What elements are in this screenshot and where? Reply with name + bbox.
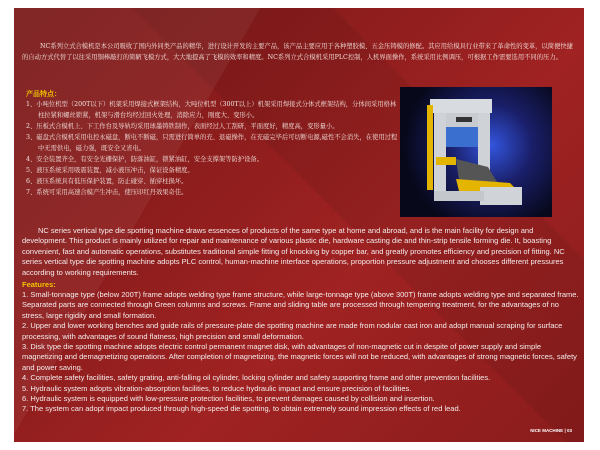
list-item: 3. Disk type die spotting machine adopts electric control permanent magnet disk, with advantages of non-magnetic cut in despite of power supply and simple magnetizing and demagnetizing operations. After completion of magnetizing, the magnetic forces will not be reduced, with advantages of strong magnetic forces, safety and power saving. xyxy=(22,342,577,372)
footer-divider: | xyxy=(564,428,567,433)
list-item: 4. Complete safety facilities, safety grating, anti-falling oil cylinder, locking cylinder and safety supporting frame and other prevention facilities. xyxy=(22,373,491,383)
chinese-features-list xyxy=(26,99,398,198)
english-intro: NC series vertical type die spotting machine draws essences of products of the same type at home and abroad, and is the main facility for design and development. This product is mainly utilized for repair and maintenance of various plastic die, hardware casting die and thin-strip tensile forming die. It, boasting convenient, fast and automatic operations, substitutes traditional simple fitting of knocking by copper bar, and greatly promotes efficiency and precision of fitting. NC series vertical type die spotting machine adopts PLC control, human-machine interface operations, proportion pressure adjustment and chooses different pressures according to working requirements. xyxy=(22,226,565,277)
brochure-page xyxy=(14,8,584,442)
list-item: 3、磁盘式合模机采用电控永磁盘，断电不断磁，只需进行简单的充、退磁操作，在充磁完毕后可切断电源,磁性不会消失，在使用过程中无需供电，磁力强，既安全又省电。 xyxy=(26,134,398,152)
list-item: 5. Hydraulic system adopts vibration-absorption facilities, to reduce hydraulic impact and ensure precision of facilities. xyxy=(22,383,412,393)
list-item: 5、液压系统采用吸震装置，减小液压冲击，保证设备精度。 xyxy=(26,167,194,174)
list-item: 6. Hydraulic system is equipped with low-pressure protection facilities, to prevent damages caused by collision and insertion. xyxy=(22,394,435,404)
english-features-list xyxy=(22,290,580,415)
machine-photo xyxy=(400,87,552,217)
list-item: 1、小吨位机型（200T以下）机架采用焊接式框架结构，大吨位机型（300T以上）机架采用焊接式分体式框架结构，分体间采用格林柱拉紧和螺丝锁紧，机架与滑台均经过回火处理，消除应力，刚度大、变形小。 xyxy=(26,101,397,119)
list-item: 7. The system can adopt impact produced through high-speed die spotting, to obtain extremely sound impression effects of red lead. xyxy=(22,404,461,414)
list-item: 1. Small-tonnage type (below 200T) frame adopts welding type frame structure, while large-tonnage type (above 300T) frame adopts welding type and separated frame. Separated parts are connected through Green columns and screws. Frame and sliding table are processed through tempering treatment, for the advantages of no stress, large rigidity and small formation. xyxy=(22,290,579,320)
english-features-title: Features: xyxy=(22,280,56,289)
page-number: 03 xyxy=(566,428,572,433)
page-footer xyxy=(530,428,572,434)
list-item: 7、系统可采用高速合模产生冲击，使压印红丹效果奇佳。 xyxy=(26,189,188,196)
list-item: 6、液压系统具有低压保护装置，防止碰穿、插穿柱损坏。 xyxy=(26,178,188,185)
list-item: 2、压板式合模机上、下工作台及导轨均采用球墨铸铁制作，表面经过人工刮研，平面度好，精度高，变形量小。 xyxy=(26,123,339,130)
list-item: 2. Upper and lower working benches and guide rails of pressure-plate die spotting machine are made from nodular cast iron and adopt manual scraping for surface processing, with advantages of sound flatness, high precision and small deformation. xyxy=(22,321,563,341)
die-spotting-machine-image xyxy=(400,87,552,217)
list-item: 4、安全装置齐全，有安全光栅保护，防落油缸，锁紧油缸，安全支撑架等防护设备。 xyxy=(26,156,263,163)
chinese-features-title: 产品特点： xyxy=(26,89,61,98)
chinese-intro: NC系列立式合模机是本公司吸收了国内外同类产品的精华，进行设计开发的主要产品，该产品主要应用于各种塑胶模、五金压铸模的修配。其应用给模具行业带来了革命性的变革，以简便快捷的自动方式代替了以往采用铜棒敲打的简陋飞模方式，大大地提高了飞模的效率和精度。NC系列立式合模机采用PLC控制，人机界面操作，系统采用比例调压，可根据工作需要选用不同的压力。 xyxy=(22,43,573,61)
brand-name: NICE MACHINE xyxy=(530,428,564,433)
